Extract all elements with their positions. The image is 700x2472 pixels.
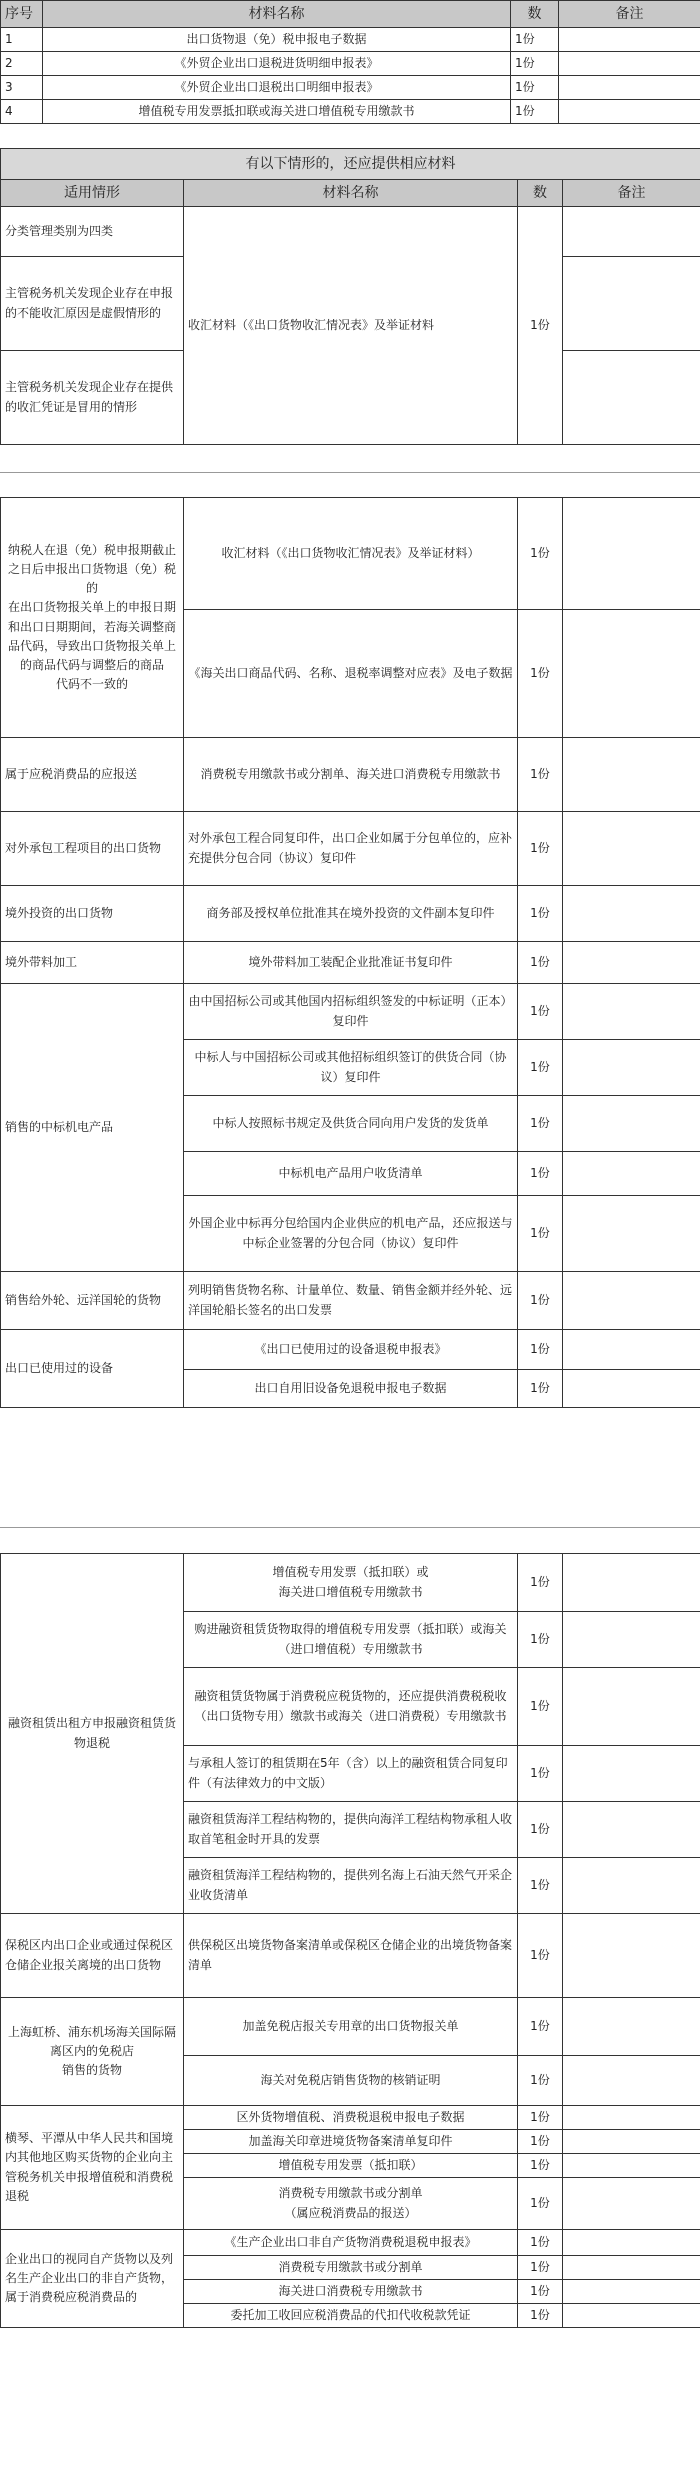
material-cell: 融资租赁货物属于消费税应税货物的，还应提供消费税税收（出口货物专用）缴款书或海关（进口消费税）专用缴款书 (184, 1668, 518, 1746)
page-separator (0, 1527, 700, 1528)
material-cell: 加盖海关印章进境货物备案清单复印件 (184, 2130, 518, 2154)
material-cell: 增值税专用发票（抵扣联） (184, 2154, 518, 2178)
table-row (1, 1330, 700, 1370)
material-cell: 由中国招标公司或其他国内招标组织签发的中标证明（正本）复印件 (184, 984, 518, 1040)
count-cell: 1份 (518, 1554, 563, 1612)
material-cell: 委托加工收回应税消费品的代扣代收税款凭证 (184, 2304, 518, 2328)
table-row (1, 1272, 700, 1330)
material-cell: 中标机电产品用户收货清单 (184, 1152, 518, 1196)
count-cell: 1份 (518, 2130, 563, 2154)
count-cell: 1份 (518, 2256, 563, 2280)
note-cell (563, 1152, 700, 1196)
header-note: 备注 (563, 180, 700, 207)
count-cell: 1份 (518, 1152, 563, 1196)
row-count: 1份 (511, 76, 559, 100)
material-cell: 出口自用旧设备免退税申报电子数据 (184, 1370, 518, 1408)
row-count: 1份 (511, 28, 559, 52)
note-cell (563, 2256, 700, 2280)
material-cell: 消费税专用缴款书或分割单 (184, 2256, 518, 2280)
situation-cell: 主管税务机关发现企业存在提供的收汇凭证是冒用的情形 (1, 351, 184, 445)
count-cell: 1份 (518, 1914, 563, 1998)
row-seq: 4 (1, 100, 43, 124)
material-cell: 对外承包工程合同复印件，出口企业如属于分包单位的，应补充提供分包合同（协议）复印件 (184, 812, 518, 886)
table-row (1, 942, 700, 984)
row-seq: 3 (1, 76, 43, 100)
header-seq: 序号 (1, 1, 43, 28)
header-situation: 适用情形 (1, 180, 184, 207)
row-count: 1份 (511, 52, 559, 76)
count-cell: 1份 (518, 207, 563, 445)
count-cell: 1份 (518, 2056, 563, 2106)
row-material: 《外贸企业出口退税出口明细申报表》 (43, 76, 511, 100)
section-subtitle-row (1, 149, 700, 180)
note-cell (563, 2280, 700, 2304)
note-cell (563, 2154, 700, 2178)
count-cell: 1份 (518, 498, 563, 610)
count-cell: 1份 (518, 1802, 563, 1858)
note-cell (563, 1612, 700, 1668)
note-cell (563, 812, 700, 886)
count-cell: 1份 (518, 2280, 563, 2304)
material-cell: 加盖免税店报关专用章的出口货物报关单 (184, 1998, 518, 2056)
note-cell (563, 610, 700, 738)
material-cell: 海关对免税店销售货物的核销证明 (184, 2056, 518, 2106)
conditional-materials-table-continued (0, 497, 700, 1408)
row-note (559, 100, 700, 124)
count-cell: 1份 (518, 1746, 563, 1802)
count-cell: 1份 (518, 942, 563, 984)
material-cell: 收汇材料（《出口货物收汇情况表》及举证材料 (184, 207, 518, 445)
material-cell: 列明销售货物名称、计量单位、数量、销售金额并经外轮、远洋国轮船长签名的出口发票 (184, 1272, 518, 1330)
table-row (1, 1554, 700, 1612)
material-cell: 《海关出口商品代码、名称、退税率调整对应表》及电子数据 (184, 610, 518, 738)
count-cell: 1份 (518, 1330, 563, 1370)
note-cell (563, 1858, 700, 1914)
table-row (1, 76, 700, 100)
note-cell (563, 498, 700, 610)
material-cell: 外国企业中标再分包给国内企业供应的机电产品，还应报送与中标企业签署的分包合同（协议）复印件 (184, 1196, 518, 1272)
conditional-materials-table (0, 148, 700, 445)
row-count: 1份 (511, 100, 559, 124)
note-cell (563, 738, 700, 812)
table-row (1, 1998, 700, 2056)
material-cell: 与承租人签订的租赁期在5年（含）以上的融资租赁合同复印件（有法律效力的中文版） (184, 1746, 518, 1802)
situation-cell: 销售的中标机电产品 (1, 984, 184, 1272)
note-cell (563, 1370, 700, 1408)
table-header-row (1, 1, 700, 28)
count-cell: 1份 (518, 1998, 563, 2056)
count-cell: 1份 (518, 2106, 563, 2130)
table-row (1, 1914, 700, 1998)
material-cell: 区外货物增值税、消费税退税申报电子数据 (184, 2106, 518, 2130)
row-note (559, 76, 700, 100)
table-row (1, 886, 700, 942)
material-cell: 融资租赁海洋工程结构物的，提供向海洋工程结构物承租人收取首笔租金时开具的发票 (184, 1802, 518, 1858)
table-row (1, 100, 700, 124)
note-cell (563, 942, 700, 984)
table-row (1, 498, 700, 610)
row-material: 出口货物退（免）税申报电子数据 (43, 28, 511, 52)
table-row (1, 52, 700, 76)
count-cell: 1份 (518, 2304, 563, 2328)
material-cell: 境外带料加工装配企业批准证书复印件 (184, 942, 518, 984)
note-cell (563, 1746, 700, 1802)
count-cell: 1份 (518, 1196, 563, 1272)
situation-cell: 横琴、平潭从中华人民共和国境内其他地区购买货物的企业向主管税务机关申报增值税和消费税退税 (1, 2106, 184, 2230)
situation-cell: 分类管理类别为四类 (1, 207, 184, 257)
header-material: 材料名称 (184, 180, 518, 207)
material-cell: 购进融资租赁货物取得的增值税专用发票（抵扣联）或海关（进口增值税）专用缴款书 (184, 1612, 518, 1668)
situation-cell: 境外投资的出口货物 (1, 886, 184, 942)
count-cell: 1份 (518, 1096, 563, 1152)
material-cell: 融资租赁海洋工程结构物的，提供列名海上石油天然气开采企业收货清单 (184, 1858, 518, 1914)
note-cell (563, 2056, 700, 2106)
count-cell: 1份 (518, 1370, 563, 1408)
row-material: 增值税专用发票抵扣联或海关进口增值税专用缴款书 (43, 100, 511, 124)
note-cell (563, 2178, 700, 2230)
situation-cell: 纳税人在退（免）税申报期截止之日后申报出口货物退（免）税的 在出口货物报关单上的申报日期和出口日期期间，若海关调整商品代码，导致出口货物报关单上的商品代码与调整后的商品 代码不一致的 (1, 498, 184, 738)
conditional-materials-table-continued-2 (0, 1553, 700, 2328)
note-cell (563, 886, 700, 942)
material-cell: 《生产企业出口非自产货物消费税退税申报表》 (184, 2230, 518, 2256)
table-row (1, 2106, 700, 2130)
count-cell: 1份 (518, 738, 563, 812)
material-cell: 收汇材料（《出口货物收汇情况表》及举证材料） (184, 498, 518, 610)
note-cell (563, 2230, 700, 2256)
situation-cell: 企业出口的视同自产货物以及列名生产企业出口的非自产货物，属于消费税应税消费品的 (1, 2230, 184, 2328)
table-row (1, 28, 700, 52)
note-cell (563, 2304, 700, 2328)
situation-cell: 主管税务机关发现企业存在申报的不能收汇原因是虚假情形的 (1, 257, 184, 351)
note-cell (563, 1668, 700, 1746)
row-seq: 2 (1, 52, 43, 76)
row-seq: 1 (1, 28, 43, 52)
material-cell: 增值税专用发票（抵扣联）或 海关进口增值税专用缴款书 (184, 1554, 518, 1612)
section-subtitle: 有以下情形的，还应提供相应材料 (1, 149, 700, 180)
note-cell (563, 1554, 700, 1612)
note-cell (563, 1040, 700, 1096)
count-cell: 1份 (518, 1040, 563, 1096)
count-cell: 1份 (518, 886, 563, 942)
situation-cell: 保税区内出口企业或通过保税区仓储企业报关离境的出口货物 (1, 1914, 184, 1998)
table-row (1, 812, 700, 886)
material-cell: 供保税区出境货物备案清单或保税区仓储企业的出境货物备案清单 (184, 1914, 518, 1998)
row-material: 《外贸企业出口退税进货明细申报表》 (43, 52, 511, 76)
note-cell (563, 257, 700, 351)
count-cell: 1份 (518, 2230, 563, 2256)
count-cell: 1份 (518, 2178, 563, 2230)
count-cell: 1份 (518, 1272, 563, 1330)
note-cell (563, 1802, 700, 1858)
row-note (559, 52, 700, 76)
note-cell (563, 1196, 700, 1272)
note-cell (563, 1272, 700, 1330)
situation-cell: 出口已使用过的设备 (1, 1330, 184, 1408)
count-cell: 1份 (518, 2154, 563, 2178)
count-cell: 1份 (518, 1668, 563, 1746)
header-note: 备注 (559, 1, 700, 28)
material-cell: 中标人与中国招标公司或其他招标组织签订的供货合同（协议）复印件 (184, 1040, 518, 1096)
material-cell: 海关进口消费税专用缴款书 (184, 2280, 518, 2304)
table-row (1, 207, 700, 257)
count-cell: 1份 (518, 610, 563, 738)
material-cell: 《出口已使用过的设备退税申报表》 (184, 1330, 518, 1370)
table-header-row (1, 180, 700, 207)
note-cell (563, 984, 700, 1040)
count-cell: 1份 (518, 1612, 563, 1668)
note-cell (563, 2130, 700, 2154)
note-cell (563, 2106, 700, 2130)
material-cell: 中标人按照标书规定及供货合同向用户发货的发货单 (184, 1096, 518, 1152)
row-note (559, 28, 700, 52)
note-cell (563, 1998, 700, 2056)
basic-materials-table (0, 0, 700, 124)
header-count: 数 (511, 1, 559, 28)
situation-cell: 上海虹桥、浦东机场海关国际隔离区内的免税店 销售的货物 (1, 1998, 184, 2106)
situation-cell: 融资租赁出租方申报融资租赁货物退税 (1, 1554, 184, 1914)
table-row (1, 984, 700, 1040)
count-cell: 1份 (518, 984, 563, 1040)
count-cell: 1份 (518, 1858, 563, 1914)
table-row (1, 2230, 700, 2256)
note-cell (563, 1914, 700, 1998)
count-cell: 1份 (518, 812, 563, 886)
note-cell (563, 1330, 700, 1370)
situation-cell: 属于应税消费品的应报送 (1, 738, 184, 812)
note-cell (563, 207, 700, 257)
situation-cell: 对外承包工程项目的出口货物 (1, 812, 184, 886)
header-count: 数 (518, 180, 563, 207)
page-separator (0, 472, 700, 473)
material-cell: 消费税专用缴款书或分割单、海关进口消费税专用缴款书 (184, 738, 518, 812)
note-cell (563, 1096, 700, 1152)
header-material: 材料名称 (43, 1, 511, 28)
table-row (1, 738, 700, 812)
note-cell (563, 351, 700, 445)
material-cell: 商务部及授权单位批准其在境外投资的文件副本复印件 (184, 886, 518, 942)
situation-cell: 销售给外轮、远洋国轮的货物 (1, 1272, 184, 1330)
material-cell: 消费税专用缴款书或分割单 （属应税消费品的报送） (184, 2178, 518, 2230)
situation-cell: 境外带料加工 (1, 942, 184, 984)
